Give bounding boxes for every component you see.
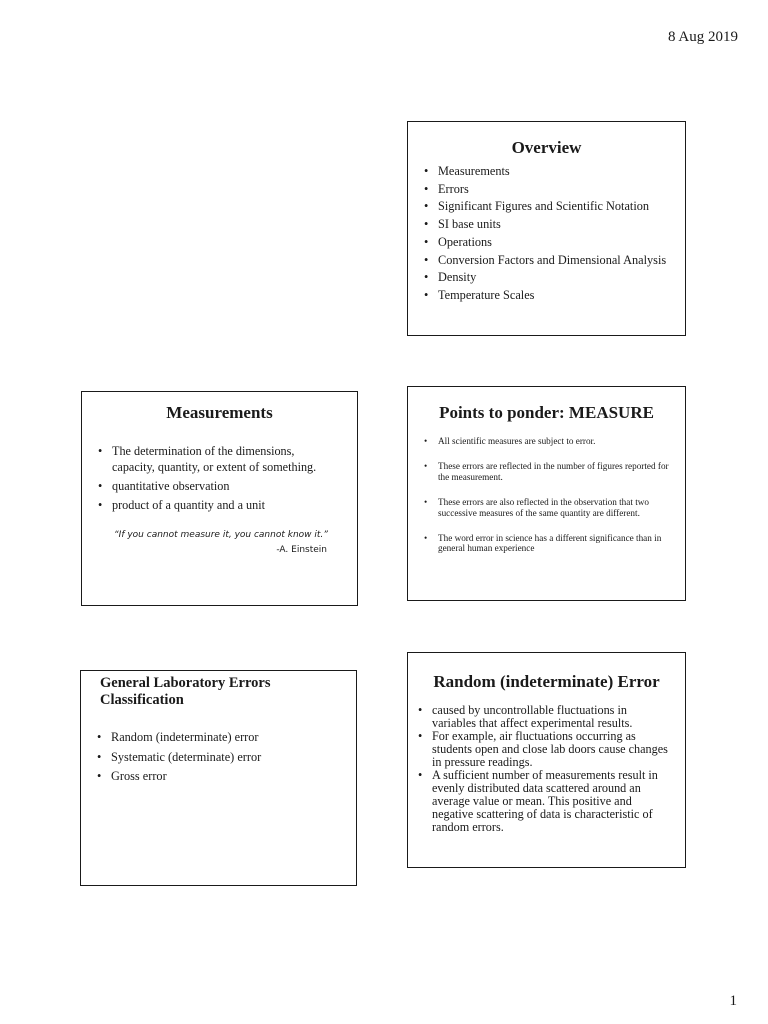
list-item: • Measurements [422, 163, 685, 181]
list-item: • Operations [422, 234, 685, 252]
list-item: • Errors [422, 181, 685, 199]
slide-title: Random (indeterminate) Error [433, 672, 660, 691]
list-item: • All scientific measures are subject to error. [422, 436, 675, 446]
slide-random-error [407, 652, 686, 868]
list-item: • caused by uncontrollable fluctuations in variables that affect experimental results. [416, 704, 671, 730]
bullet-list [81, 729, 356, 784]
bullet-list [408, 163, 685, 305]
bullet-list [82, 443, 357, 513]
page-number: 1 [729, 993, 737, 1009]
list-item: • A sufficient number of measurements result in evenly distributed data scattered around an average value or mean. This positive and negative scattering of data is characteristic of random errors. [416, 769, 671, 834]
list-item: • Density [422, 269, 685, 287]
list-item: • Random (indeterminate) error [95, 729, 356, 745]
quote-author: -A. Einstein [276, 545, 327, 555]
list-item: • For example, air fluctuations occurring as students open and close lab doors cause changes in pressure readings. [416, 730, 671, 769]
list-item: • These errors are reflected in the number of figures reported for the measurement. [422, 461, 675, 482]
list-item: • Conversion Factors and Dimensional Analysis [422, 252, 685, 270]
bullet-list [408, 436, 685, 554]
slide-title: Overview [511, 138, 582, 157]
slide-title: Measurements [166, 403, 273, 422]
list-item: • Systematic (determinate) error [95, 749, 356, 765]
list-item: • These errors are also reflected in the observation that two successive measures of the same quantity are different. [422, 497, 675, 518]
einstein-quote: “If you cannot measure it, you cannot know it.” [114, 530, 328, 540]
list-item: • The determination of the dimensions, capacity, quantity, or extent of something. [96, 443, 327, 475]
slide-general-lab-errors [80, 670, 357, 886]
list-item: • quantitative observation [96, 478, 327, 494]
slide-overview [407, 121, 686, 336]
list-item: • Gross error [95, 768, 356, 784]
list-item: • Significant Figures and Scientific Notation [422, 198, 685, 216]
slide-measurements [81, 391, 358, 606]
slide-title: Points to ponder: MEASURE [439, 403, 654, 422]
list-item: • Temperature Scales [422, 287, 685, 305]
bullet-list [408, 704, 685, 834]
slide-title: General Laboratory Errors Classification [100, 675, 271, 708]
slide-points-to-ponder [407, 386, 686, 601]
list-item: • product of a quantity and a unit [96, 497, 327, 513]
page-date: 8 Aug 2019 [667, 29, 738, 45]
list-item: • SI base units [422, 216, 685, 234]
list-item: • The word error in science has a different significance than in general human experience [422, 533, 675, 554]
